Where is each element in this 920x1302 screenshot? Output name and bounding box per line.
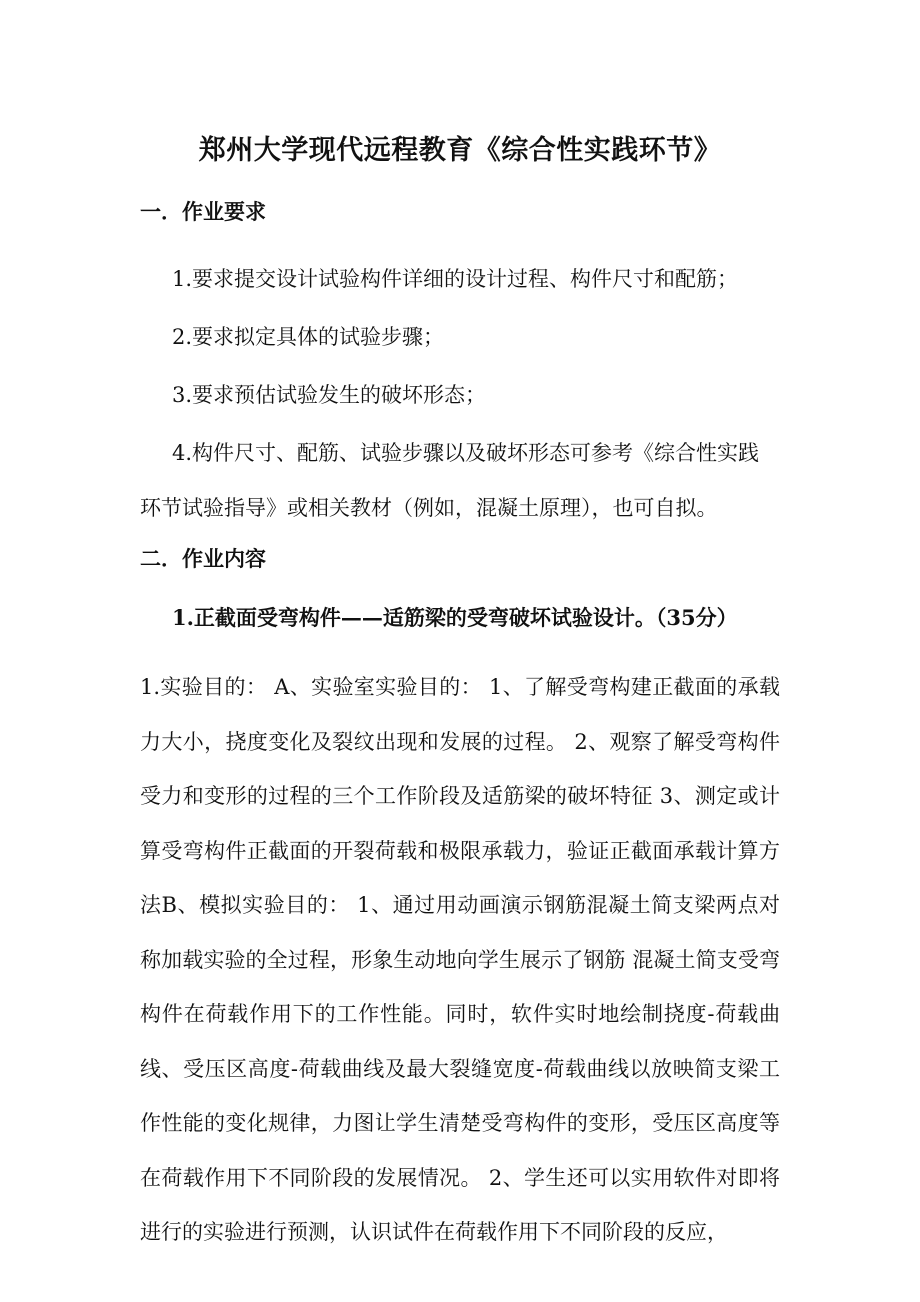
requirement-item: 1.要求提交设计试验构件详细的设计过程、构件尺寸和配筋；: [172, 267, 739, 291]
experiment-purpose-paragraph: 1.实验目的： A、实验室实验目的： 1、了解受弯构建正截面的承载力大小，挠度变化及裂纹出现和发展的过程。 2、观察了解受弯构件受力和变形的过程的三个工作阶段及适筋梁的破坏特征 3、测定或计算受弯构件正截面的开裂荷载和极限承载力，验证正截面承载计算方法B、模拟实验目的： 1、通过用动画演示钢筋混凝土简支梁两点对称加载实验的全过程，形象生动地向学生展示了钢筋 混凝土简支受弯构件在荷载作用下的工作性能。同时，软件实时地绘制挠度-荷载曲线、受压区高度-荷载曲线及最大裂缝宽度-荷载曲线以放映简支梁工作性能的变化规律，力图让学生清楚受弯构件的变形，受压区高度等在荷载作用下不同阶段的发展情况。 2、学生还可以实用软件对即将进行的实验进行预测，认识试件在荷载作用下不同阶段的反应，: [140, 675, 780, 1244]
requirements-list: [140, 252, 780, 539]
assignment-subheading: 1.正截面受弯构件——适筋梁的受弯破坏试验设计。（35分）: [172, 605, 738, 630]
section-heading-requirements: 一．作业要求: [140, 200, 266, 224]
section-heading-content: 二．作业内容: [140, 547, 266, 571]
requirement-item: 3.要求预估试验发生的破坏形态；: [172, 383, 487, 407]
document-title: 郑州大学现代远程教育《综合性实践环节》: [198, 135, 722, 166]
requirement-item: 2.要求拟定具体的试验步骤；: [172, 325, 445, 349]
requirement-item: 4.构件尺寸、配筋、试验步骤以及破坏形态可参考《综合性实践环节试验指导》或相关教材（例如，混凝土原理），也可自拟。: [140, 441, 760, 520]
